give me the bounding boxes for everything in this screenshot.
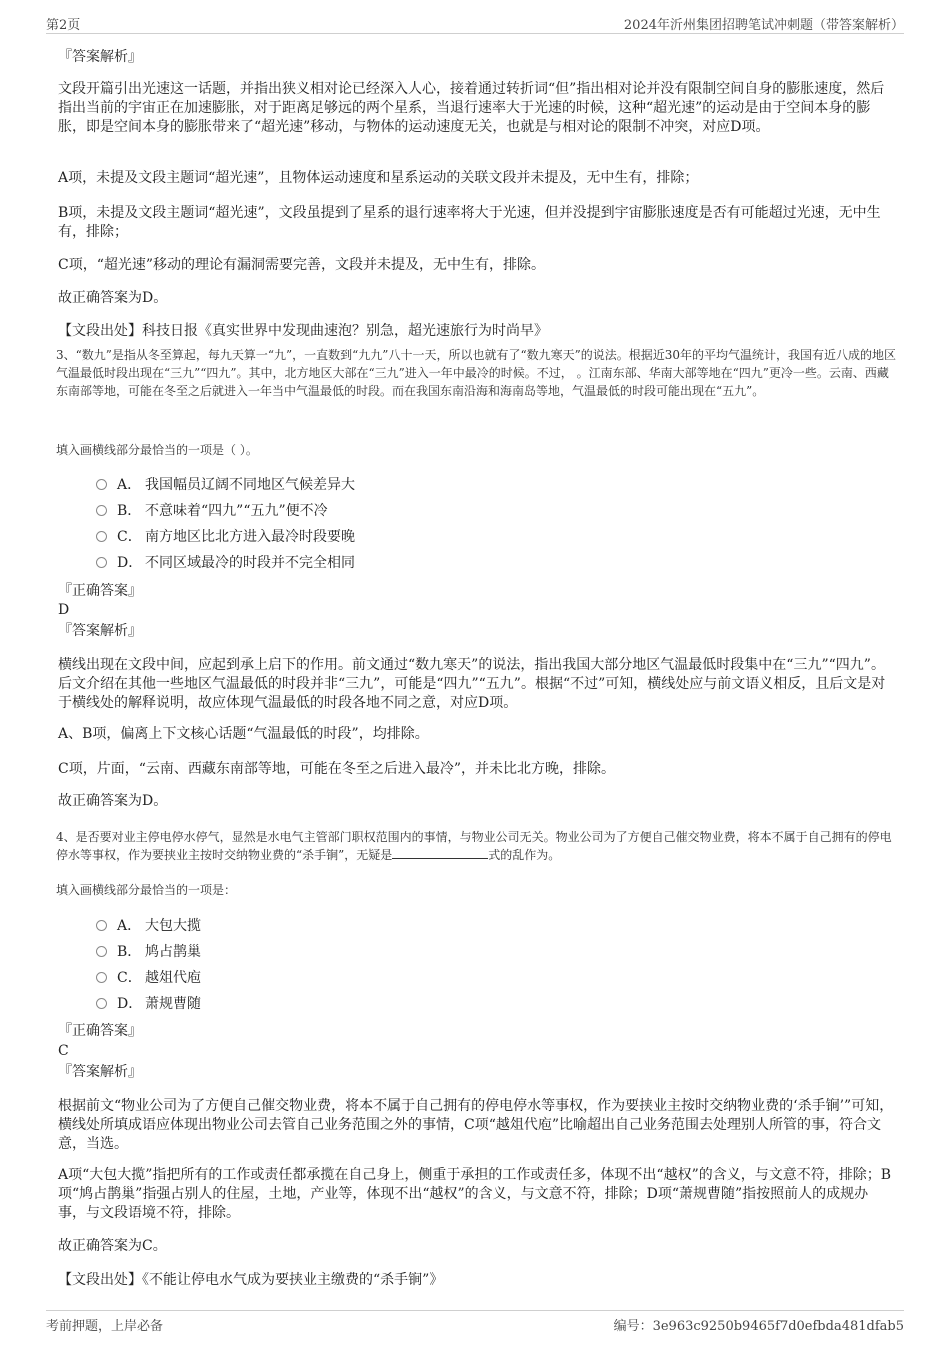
question-3-stem: 3、“数九”是指从冬至算起，每九天算一“九”，一直数到“九九”八十一天，所以也就有了“数九寒天”的说法。根据近30年的平均气温统计，我国有近八成的地区气温最低时段出现在“三九”“四九”。其中，北方地区大部在“三九”进入一年中最冷的时候。不过， 。江南东部、华南大部等地在“四九”更冷一些。云南、西藏东南部等地，可能在冬至之后就进入一年当中气温最低的时段。而在我国东南沿海和海南岛等地，气温最低的时段可能出现在“五九”。 <box>56 348 896 398</box>
correct-answer-tag: 『正确答案』 <box>58 583 142 599</box>
analysis-paragraph: 文段开篇引出光速这一话题，并指出狭义相对论已经深入人心，接着通过转折词“但”指出相对论并没有限制空间自身的膨胀速度，然后指出当前的宇宙正在加速膨胀，对于距离足够远的两个星系，当退行速率大于光速的时候，这种“超光速”的运动是由于空间本身的膨胀，即是空间本身的膨胀带来了“超光速”移动，与物体的运动速度无关，也就是与相对论的限制不冲突，对应D项。 <box>58 81 885 135</box>
correct-answer: D <box>58 602 70 618</box>
analysis-paragraph: 横线出现在文段中间，应起到承上启下的作用。前文通过“数九寒天”的说法，指出我国大部分地区气温最低时段集中在“三九”“四九”。后文介绍在其他一些地区气温最低的时段并非“三九”，可能是“四九”“五九”。根据“不过”可知，横线处应与前文语义相反，且后文是对于横线处的解释说明，故应体现气温最低的时段各地不同之意，对应D项。 <box>58 657 886 711</box>
analysis-paragraph: A项“大包大揽”指把所有的工作或责任都承揽在自己身上，侧重于承担的工作或责任多，体现不出“越权”的含义，与文意不符，排除；B项“鸠占鹊巢”指强占别人的住屋，土地，产业等，体现不出“越权”的含义，与文意不符，排除；D项“萧规曹随”指按照前人的成规办事，与文段语境不符，排除。 <box>58 1167 892 1221</box>
page-footer <box>46 1310 904 1341</box>
question-4-option-b[interactable]: B． 鸠占鹊巢 <box>96 943 201 961</box>
source-citation: 【文段出处】《不能让停电水气成为要挟业主缴费的“杀手锏”》 <box>58 1272 444 1288</box>
analysis-tag: 『答案解析』 <box>58 623 142 639</box>
question-3-option-c[interactable]: C． 南方地区比北方进入最冷时段要晚 <box>96 528 355 546</box>
answer-blank <box>392 846 488 859</box>
question-3-option-b[interactable]: B． 不意味着“四九”“五九”便不冷 <box>96 502 328 520</box>
radio-button[interactable] <box>96 479 107 490</box>
question-3-option-d[interactable]: D． 不同区域最冷的时段并不完全相同 <box>96 554 355 572</box>
question-4-option-d[interactable]: D． 萧规曹随 <box>96 995 201 1013</box>
page-header <box>46 0 904 34</box>
correct-answer-tag: 『正确答案』 <box>58 1023 142 1039</box>
answer-conclusion: 故正确答案为D。 <box>58 793 168 809</box>
radio-button[interactable] <box>96 998 107 1009</box>
answer-conclusion: 故正确答案为C。 <box>58 1238 167 1254</box>
document-id: 编号：3e963c9250b9465f7d0efbda481dfab5 <box>613 1319 904 1334</box>
question-4-stem: 4、是否要对业主停电停水停气，显然是水电气主管部门职权范围内的事情，与物业公司无关。物业公司为了方便自己催交物业费，将本不属于自己拥有的停电停水等事权，作为要挟业主按时交纳物业费的“杀手锏”，无疑是 式的乱作为。 <box>56 830 892 862</box>
analysis-tag: 『答案解析』 <box>58 49 142 65</box>
question-3-option-a[interactable]: A． 我国幅员辽阔不同地区气候差异大 <box>96 476 355 494</box>
radio-button[interactable] <box>96 946 107 957</box>
radio-button[interactable] <box>96 920 107 931</box>
footer-slogan: 考前押题，上岸必备 <box>46 1319 164 1334</box>
question-4-option-c[interactable]: C． 越俎代庖 <box>96 969 201 987</box>
source-citation: 【文段出处】科技日报《真实世界中发现曲速泡？别急，超光速旅行为时尚早》 <box>58 323 548 339</box>
radio-button[interactable] <box>96 505 107 516</box>
analysis-paragraph: C项，“超光速”移动的理论有漏洞需要完善，文段并未提及，无中生有，排除。 <box>58 257 546 273</box>
page-number: 第2页 <box>46 18 81 33</box>
answer-conclusion: 故正确答案为D。 <box>58 290 168 306</box>
analysis-tag: 『答案解析』 <box>58 1064 142 1080</box>
question-3-prompt: 填入画横线部分最恰当的一项是（ ）。 <box>56 443 258 457</box>
analysis-paragraph: A项，未提及文段主题词“超光速”，且物体运动速度和星系运动的关联文段并未提及，无中生有，排除； <box>58 170 699 186</box>
radio-button[interactable] <box>96 531 107 542</box>
document-title: 2024年沂州集团招聘笔试冲刺题（带答案解析） <box>623 18 904 33</box>
question-4-prompt: 填入画横线部分最恰当的一项是： <box>56 883 237 897</box>
radio-button[interactable] <box>96 972 107 983</box>
correct-answer: C <box>58 1043 69 1059</box>
analysis-paragraph: B项，未提及文段主题词“超光速”，文段虽提到了星系的退行速率将大于光速，但并没提到宇宙膨胀速度是否有可能超过光速，无中生有，排除； <box>58 205 881 240</box>
question-4-option-a[interactable]: A． 大包大揽 <box>96 917 201 935</box>
radio-button[interactable] <box>96 557 107 568</box>
analysis-paragraph: 根据前文“物业公司为了方便自己催交物业费，将本不属于自己拥有的停电停水等事权，作为要挟业主按时交纳物业费的‘杀手锏’”可知，横线处所填成语应体现出物业公司去管自己业务范围之外的事情，C项“越俎代庖”比喻超出自己业务范围去处理别人所管的事，符合文意，当选。 <box>58 1098 894 1152</box>
analysis-paragraph: A、B项，偏离上下文核心话题“气温最低的时段”，均排除。 <box>58 726 429 742</box>
analysis-paragraph: C项，片面，“云南、西藏东南部等地，可能在冬至之后进入最冷”，并未比北方晚，排除。 <box>58 761 616 777</box>
